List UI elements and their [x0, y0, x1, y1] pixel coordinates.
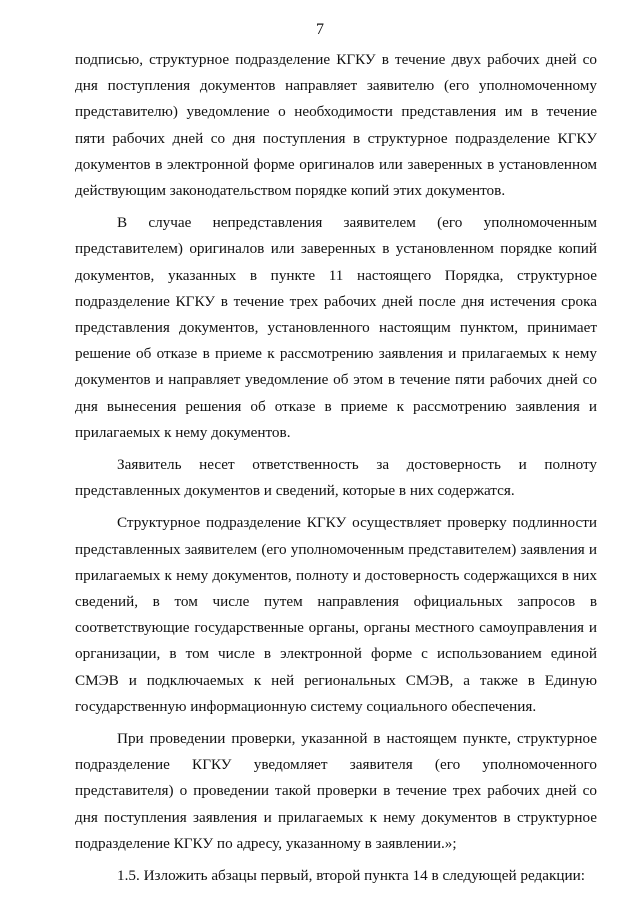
paragraph-responsibility: Заявитель несет ответственность за достоверность и полноту представленных документов и сведений, которые в них содержатся. — [75, 456, 597, 500]
paragraph-continuation: подписью, структурное подразделение КГКУ в течение двух рабочих дней со дня поступления документов направляет заявителю (его уполномоченному представителю) уведомление о необходимости представления им в течение пяти рабочих дней со дня поступления в структурное подразделение КГКУ документов в электронной форме оригиналов или заверенных в установленном действующим законодательством порядке копий этих документов. — [75, 51, 597, 200]
paragraph-notification: При проведении проверки, указанной в настоящем пункте, структурное подразделение КГКУ уведомляет заявителя (его уполномоченного представителя) о проведении такой проверки в течение трех рабочих дней со дня поступления заявления и прилагаемых к нему документов в структурное подразделение КГКУ по адресу, указанному в заявлении.»; — [75, 730, 597, 852]
page-number: 7 — [316, 21, 324, 38]
paragraph-non-submission: В случае непредставления заявителем (его уполномоченным представителем) оригиналов или заверенных в установленном порядке копий документов, указанных в пункте 11 настоящего Порядка, структурное подразделение КГКУ в течение трех рабочих дней после дня истечения срока представления документов, установленного настоящим пунктом, принимает решение об отказе в приеме к рассмотрению заявления и прилагаемых к нему документов и направляет уведомление об этом в течение пяти рабочих дней со дня вынесения решения об отказе в приеме к рассмотрению заявления и прилагаемых к нему документов. — [75, 214, 597, 441]
document-body — [75, 47, 597, 889]
paragraph-amendment: 1.5. Изложить абзацы первый, второй пункта 14 в следующей редакции: — [117, 867, 585, 885]
paragraph-verification: Структурное подразделение КГКУ осуществляет проверку подлинности представленных заявителем (его уполномоченным представителем) заявления и прилагаемых к нему документов, полноту и достоверность содержащихся в них сведений, в том числе путем направления официальных запросов в соответствующие государственные органы, органы местного самоуправления и организации, в том числе в электронной форме с использованием единой СМЭВ и подключаемых к ней региональных СМЭВ, а также в Единую государственную информационную систему социального обеспечения. — [75, 514, 597, 715]
